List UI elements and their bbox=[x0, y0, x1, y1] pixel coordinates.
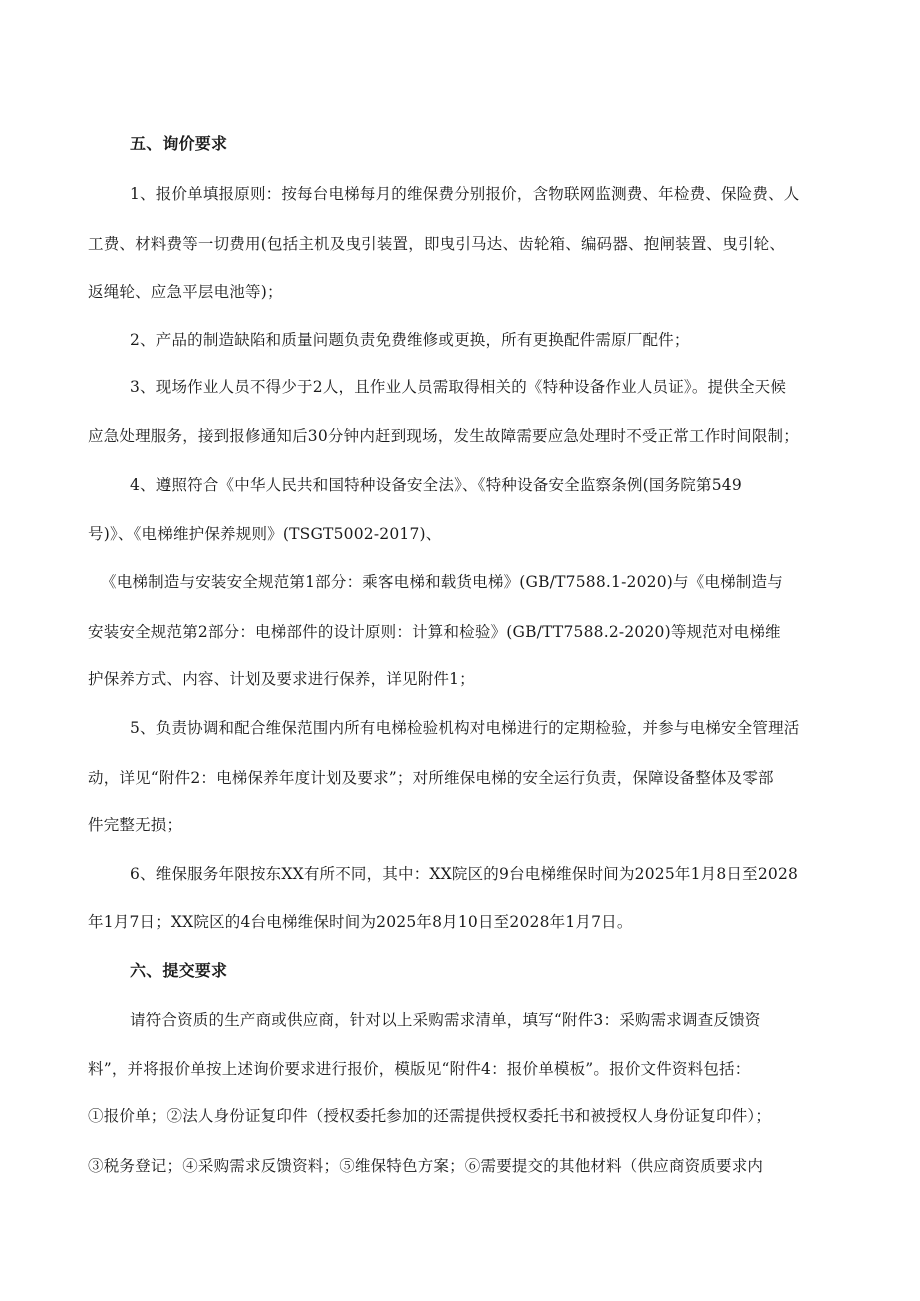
item-2-line-1: 2、产品的制造缺陷和质量问题负责免费维修或更换，所有更换配件需原厂配件； bbox=[130, 331, 690, 349]
section-5-heading: 五、询价要求 bbox=[130, 134, 228, 153]
submit-line-2: 料”，并将报价单按上述询价要求进行报价，模版见“附件4：报价单模板”。报价文件资料包括： bbox=[88, 1060, 751, 1078]
section-6-heading: 六、提交要求 bbox=[130, 961, 228, 980]
item-4-line-5: 护保养方式、内容、计划及要求进行保养，详见附件1； bbox=[88, 670, 475, 688]
item-5-line-2: 动，详见“附件2：电梯保养年度计划及要求”；对所维保电梯的安全运行负责，保障设备整体及零部 bbox=[88, 769, 774, 787]
item-1-line-3: 返绳轮、应急平层电池等)； bbox=[88, 283, 283, 301]
item-4-line-1: 4、遵照符合《中华人民共和国特种设备安全法》、《特种设备安全监察条例(国务院第549 bbox=[130, 476, 742, 494]
submit-line-3: ①报价单；②法人身份证复印件（授权委托参加的还需提供授权委托书和被授权人身份证复印件）； bbox=[88, 1107, 772, 1125]
item-1-line-1: 1、报价单填报原则：按每台电梯每月的维保费分别报价，含物联网监测费、年检费、保险费、人 bbox=[130, 185, 800, 203]
item-5-line-1: 5、负责协调和配合维保范围内所有电梯检验机构对电梯进行的定期检验，并参与电梯安全管理活 bbox=[130, 719, 800, 737]
item-3-line-2: 应急处理服务，接到报修通知后30分钟内赶到现场，发生故障需要应急处理时不受正常工作时间限制； bbox=[88, 427, 799, 445]
item-6-line-1: 6、维保服务年限按东XX有所不同，其中：XX院区的9台电梯维保时间为2025年1月8日至2028 bbox=[130, 865, 799, 883]
submit-line-1: 请符合资质的生产商或供应商，针对以上采购需求清单，填写“附件3：采购需求调查反馈资 bbox=[130, 1011, 761, 1029]
item-4-line-2: 号)》、《电梯维护保养规则》(TSGT5002-2017)、 bbox=[88, 525, 442, 543]
item-4-line-3: 《电梯制造与安装安全规范第1部分：乘客电梯和载货电梯》(GB/T7588.1-2020)与《电梯制造与 bbox=[101, 573, 783, 591]
item-1-line-2: 工费、材料费等一切费用(包括主机及曳引装置，即曳引马达、齿轮箱、编码器、抱闸装置、曳引轮、 bbox=[88, 235, 786, 253]
item-5-line-3: 件完整无损； bbox=[88, 816, 183, 834]
submit-line-4: ③税务登记；④采购需求反馈资料；⑤维保特色方案；⑥需要提交的其他材料（供应商资质要求内 bbox=[88, 1157, 764, 1175]
item-6-line-2: 年1月7日；XX院区的4台电梯维保时间为2025年8月10日至2028年1月7日。 bbox=[88, 913, 633, 931]
item-3-line-1: 3、现场作业人员不得少于2人，且作业人员需取得相关的《特种设备作业人员证》。提供全天候 bbox=[130, 378, 787, 396]
item-4-line-4: 安装安全规范第2部分：电梯部件的设计原则：计算和检验》(GB/TT7588.2-2020)等规范对电梯维 bbox=[88, 623, 781, 641]
